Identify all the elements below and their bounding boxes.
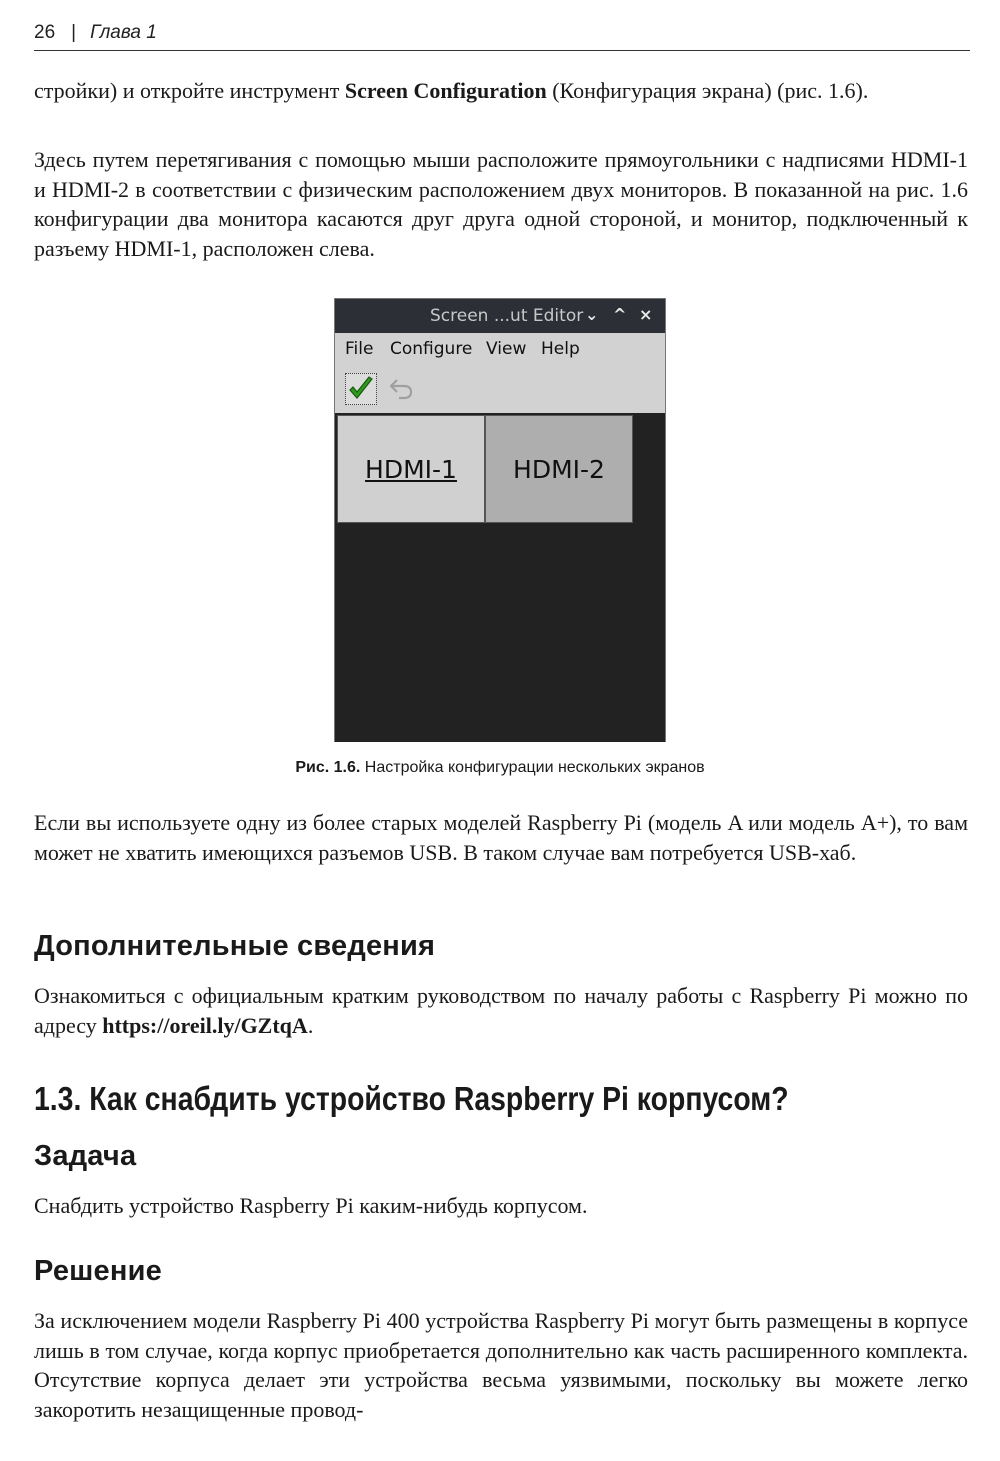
paragraph-4 [34,981,968,1040]
page-number: 26 [34,22,56,43]
heading-solution: Решение [34,1255,162,1287]
window-titlebar [335,299,665,333]
paragraph-1-tail: (Конфигурация экрана) (рис. 1.6). [546,78,869,103]
checkmark-icon [346,374,376,404]
monitor-hdmi-2[interactable]: HDMI-2 [485,415,633,523]
apply-button[interactable] [345,373,377,405]
paragraph-4-text: Ознакомиться с официальным кратким руководством по началу работы с Raspberry Pi можно по адресу [34,983,968,1038]
running-head [34,22,970,51]
undo-button[interactable] [387,374,415,402]
close-icon[interactable]: × [639,305,653,324]
reference-link[interactable]: https://oreil.ly/GZtqA [102,1012,308,1038]
screen-layout-editor-window [334,298,666,742]
layout-canvas [335,413,665,742]
paragraph-4-tail: . [307,1012,314,1038]
screen-configuration-term: Screen Configuration [344,78,547,103]
chapter-title: Глава 1 [90,22,157,43]
paragraph-6: За исключением модели Raspberry Pi 400 устройства Raspberry Pi могут быть размещены в корпусе лишь в том случае, когда корпус приобретается дополнительно как часть расширенного комплекта. Отсутствие корпуса делает эти устройства весьма уязвимыми, поскольку вы можете легко закоротить незащищенные провод- [34,1308,968,1422]
undo-icon [387,374,415,402]
figure-caption [0,759,1000,777]
paragraph-1-text: стройки) и откройте инструмент [34,78,345,103]
paragraph-2: Здесь путем перетягивания с помощью мыши расположите прямоугольники с надписями HDMI-1 и HDMI-2 в соответствии с физическим расположением двух мониторов. В показанной на рис. 1.6 конфигурации два монитора касаются друг друга одной стороной, и монитор, подключенный к разъему HDMI-1, расположен слева. [34,147,968,261]
heading-additional-info: Дополнительные сведения [34,930,436,962]
paragraph-5: Снабдить устройство Raspberry Pi каким-нибудь корпусом. [34,1193,588,1218]
menu-file[interactable]: File [345,339,374,359]
menu-help[interactable]: Help [541,339,580,359]
menubar [335,333,665,367]
monitor-hdmi-1[interactable]: HDMI-1 [337,415,485,523]
section-title: 1.3. Как снабдить устройство Raspberry Pi корпусом? [34,1080,789,1117]
figure-caption-text: Настройка конфигурации нескольких экранов [364,759,705,776]
figure-caption-label: Рис. 1.6. [295,759,361,776]
menu-configure[interactable]: Configure [390,339,473,359]
menu-view[interactable]: View [486,339,527,359]
window-menu-icon[interactable]: ⌄ [585,305,599,324]
maximize-icon[interactable]: ^ [613,305,627,324]
heading-task: Задача [34,1140,137,1172]
paragraph-1 [34,76,968,106]
window-title: Screen ...ut Editor [430,306,584,326]
toolbar [335,367,665,413]
header-separator: | [71,22,77,43]
paragraph-3: Если вы используете одну из более старых моделей Raspberry Pi (модель A или модель A+), то вам может не хватить имеющихся разъемов USB. В таком случае вам потребуется USB-хаб. [34,810,968,865]
